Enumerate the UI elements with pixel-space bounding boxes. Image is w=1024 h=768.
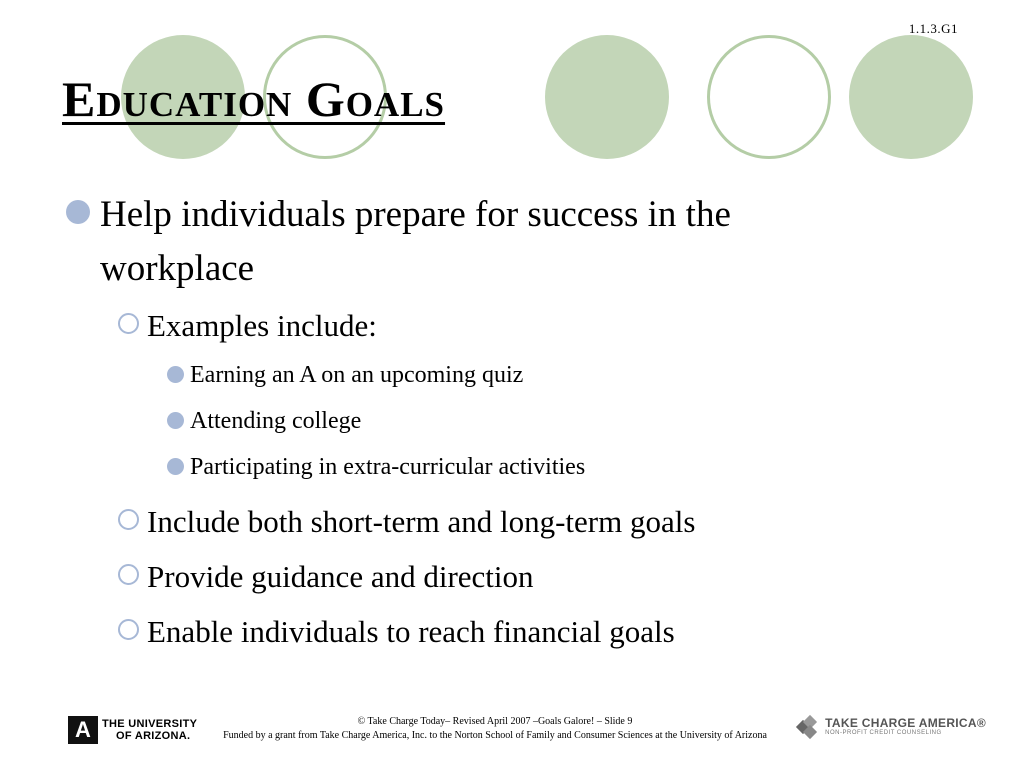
- ua-logo-line1: THE UNIVERSITY: [102, 718, 198, 730]
- bullet-dot-icon: [66, 200, 90, 224]
- footer-funding: Funded by a grant from Take Charge America, Inc. to the Norton School of Family and Consumer Sciences at the University of Arizona: [223, 730, 767, 741]
- bullet-example-item: Attending college: [190, 408, 362, 434]
- bullet-example-item: Earning an A on an upcoming quiz: [190, 362, 524, 388]
- bullet-ring-icon: [118, 313, 139, 334]
- bullet-small-dot-icon: [167, 458, 184, 475]
- arizona-a-icon: A: [68, 716, 98, 744]
- bullet-example-item: Participating in extra-curricular activities: [190, 454, 586, 480]
- bullet-level1: Help individuals prepare for success in the workplace: [100, 194, 731, 289]
- slide-title: Education Goals: [62, 71, 446, 127]
- tca-diamond-icon: [797, 716, 819, 738]
- decorative-circle-filled: [545, 35, 669, 159]
- bullet-sub-point: Provide guidance and direction: [147, 559, 534, 594]
- bullet-ring-icon: [118, 619, 139, 640]
- bullet-ring-icon: [118, 564, 139, 585]
- tca-logo-sub: NON-PROFIT CREDIT COUNSELING: [825, 730, 942, 736]
- ua-logo-line2: OF ARIZONA.: [116, 730, 191, 742]
- decorative-circle-filled: [849, 35, 973, 159]
- bullet-examples-label: Examples include:: [147, 308, 377, 343]
- tca-logo-name: TAKE CHARGE AMERICA®: [825, 716, 986, 730]
- university-of-arizona-logo: [68, 716, 197, 744]
- bullet-ring-icon: [118, 509, 139, 530]
- bullet-small-dot-icon: [167, 412, 184, 429]
- take-charge-america-logo: [797, 716, 986, 738]
- footer-text: [190, 715, 800, 743]
- decorative-circle-outline: [707, 35, 831, 159]
- bullet-sub-point: Include both short-term and long-term goals: [147, 504, 696, 539]
- slide-id: 1.1.3.G1: [908, 21, 958, 36]
- bullet-small-dot-icon: [167, 366, 184, 383]
- bullet-sub-point: Enable individuals to reach financial goals: [147, 614, 675, 649]
- footer-copyright: © Take Charge Today– Revised April 2007 –Goals Galore! – Slide 9: [357, 716, 633, 727]
